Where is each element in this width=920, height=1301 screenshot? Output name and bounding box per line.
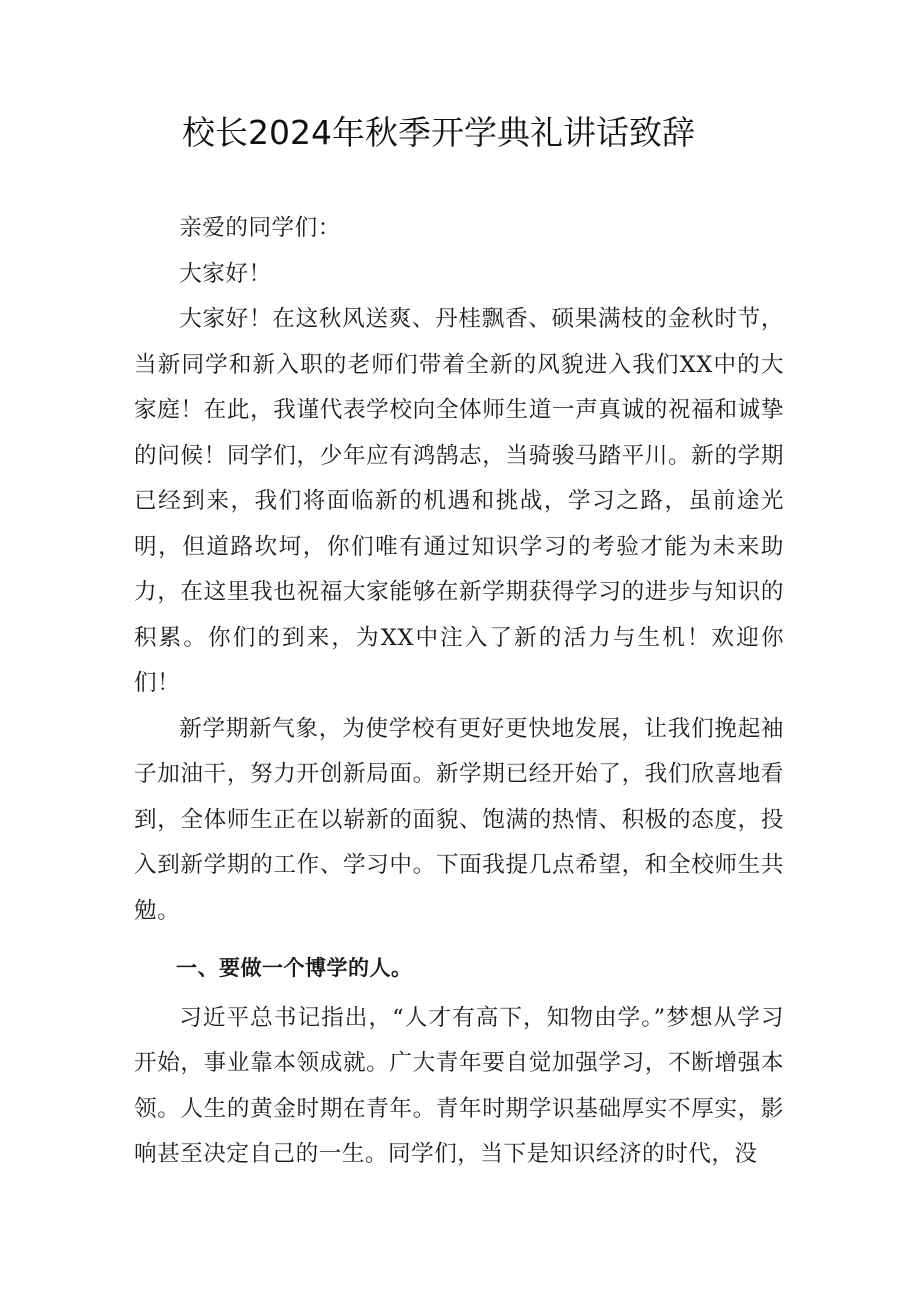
paragraph-new-semester: 新学期新气象，为使学校有更好更快地发展，让我们挽起袖子加油干，努力开创新局面。新学期已经开始了，我们欣喜地看到，全体师生正在以崭新的面貌、饱满的热情、积极的态度，投入到新学期的工作、学习中。下面我提几点希望，和全校师生共勉。 [134,715,784,924]
paragraph-section-one: 习近平总书记指出，“人才有高下，知物由学。”梦想从学习开始，事业靠本领成就。广大青年要自觉加强学习，不断增强本领。人生的黄金时期在青年。青年时期学识基础厚实不厚实，影响甚至决定自己的一生。同学们，当下是知识经济的时代，没 [134,1004,784,1167]
paragraph-welcome: 大家好！在这秋风送爽、丹桂飘香、硕果满枝的金秋时节，当新同学和新入职的老师们带着全新的风貌进入我们XX中的大家庭！在此，我谨代表学校向全体师生道一声真诚的祝福和诚挚的问候！同学们，少年应有鸿鹄志，当骑骏马踏平川。新的学期已经到来，我们将面临新的机遇和挑战，学习之路，虽前途光明，但道路坎坷，你们唯有通过知识学习的考验才能为未来助力，在这里我也祝福大家能够在新学期获得学习的进步与知识的积累。你们的到来，为XX中注入了新的活力与生机！欢迎你们！ [134,306,784,696]
document-body [134,206,784,1178]
greeting: 大家好！ [179,260,272,287]
salutation: 亲爱的同学们： [179,215,341,241]
section-heading: 一、要做一个博学的人。 [176,956,413,980]
document-title: 校长2024年秋季开学典礼讲话致辞 [182,113,695,152]
